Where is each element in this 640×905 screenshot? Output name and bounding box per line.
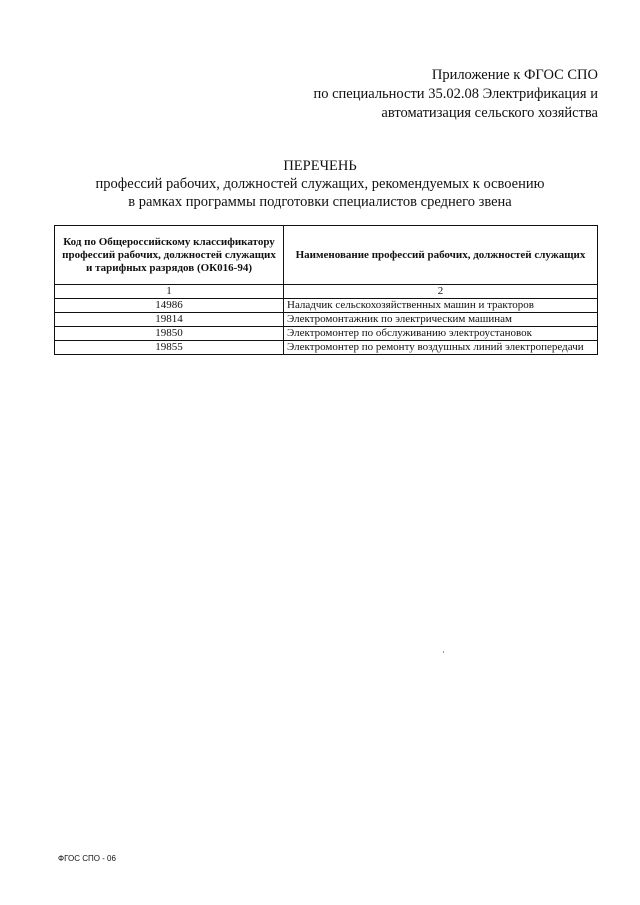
header-code: Код по Общероссийскому классификатору профессий рабочих, должностей служащих и тарифных разрядов (ОК016-94) — [55, 226, 284, 285]
appendix-note — [313, 66, 598, 123]
scan-speck — [443, 651, 444, 653]
title-subline-2: в рамках программы подготовки специалистов среднего звена — [128, 194, 512, 210]
row-code: 14986 — [55, 299, 284, 313]
row-name: Электромонтажник по электрическим машинам — [284, 313, 598, 327]
row-name: Наладчик сельскохозяйственных машин и тракторов — [284, 299, 598, 313]
row-code: 19814 — [55, 313, 284, 327]
appendix-line-3: автоматизация сельского хозяйства — [381, 105, 598, 121]
row-code: 19850 — [55, 327, 284, 341]
document-title — [0, 157, 640, 211]
table-row — [55, 299, 598, 313]
table-header-row — [55, 226, 598, 285]
header-profession-name: Наименование профессий рабочих, должностей служащих — [284, 226, 598, 285]
table-row — [55, 313, 598, 327]
appendix-line-1: Приложение к ФГОС СПО — [431, 67, 598, 83]
title-heading: ПЕРЕЧЕНЬ — [283, 158, 357, 174]
professions-table — [54, 225, 598, 355]
appendix-line-2: по специальности 35.02.08 Электрификация и — [313, 86, 598, 102]
column-number-2: 2 — [284, 285, 598, 299]
column-number-row — [55, 285, 598, 299]
column-number-1: 1 — [55, 285, 284, 299]
row-name: Электромонтер по обслуживанию электроустановок — [284, 327, 598, 341]
title-subline-1: профессий рабочих, должностей служащих, рекомендуемых к освоению — [95, 176, 545, 192]
table-row — [55, 327, 598, 341]
page-footer: ФГОС СПО - 06 — [58, 854, 116, 863]
table-row — [55, 341, 598, 355]
row-code: 19855 — [55, 341, 284, 355]
row-name: Электромонтер по ремонту воздушных линий электропередачи — [284, 341, 598, 355]
